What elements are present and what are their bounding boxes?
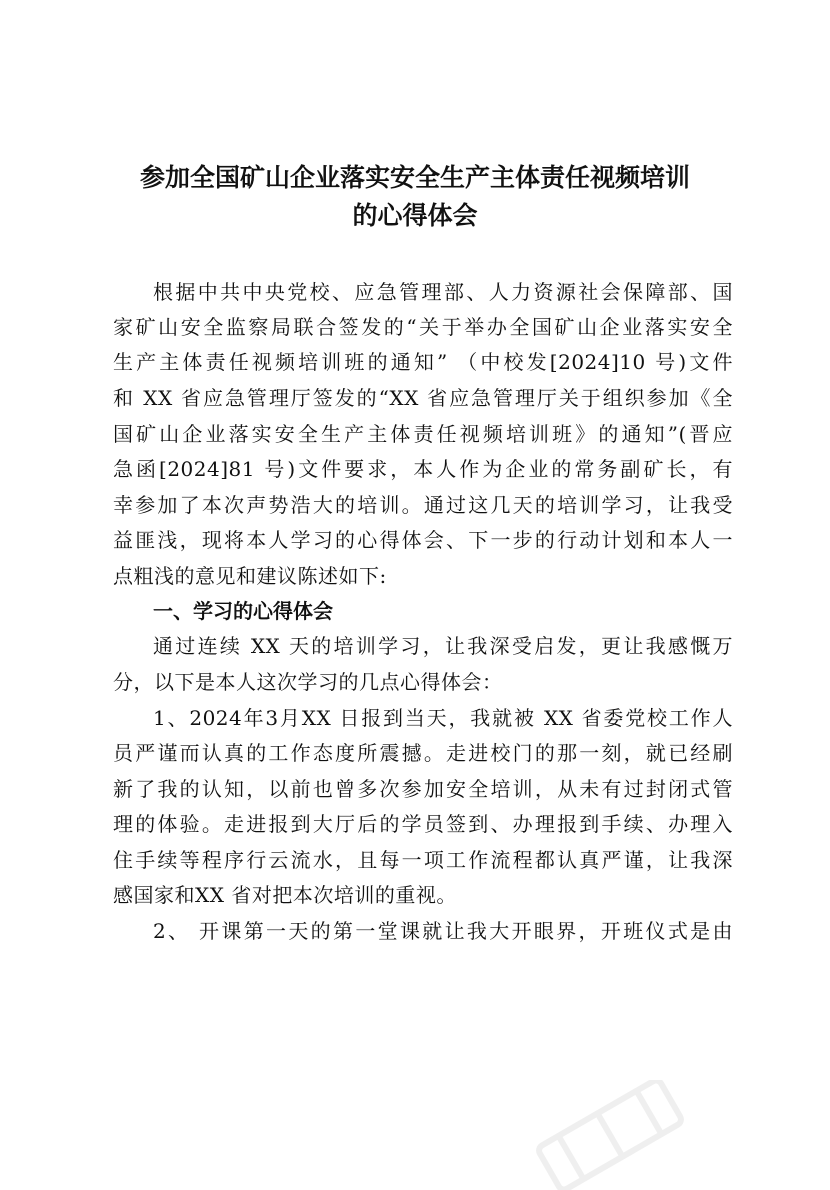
document-title-line-1: 参加全国矿山企业落实安全生产主体责任视频培训 <box>139 163 690 192</box>
paragraph-line: 住手续等程序行云流水，且每一项工作流程都认真严谨，让我深 <box>113 848 733 872</box>
document-title-line-2: 的心得体会 <box>352 201 478 230</box>
paragraph-line: 幸参加了本次声势浩大的培训。通过这几天的培训学习，让我受 <box>113 493 733 517</box>
section-heading: 一、学习的心得体会 <box>153 599 333 623</box>
paragraph-line: 员严谨而认真的工作态度所震撼。走进校门的那一刻，就已经刷 <box>113 741 733 765</box>
paragraph-line: 家矿山安全监察局联合签发的“关于举办全国矿山企业落实安全 <box>113 315 733 339</box>
paragraph-line: 点粗浅的意见和建议陈述如下: <box>113 564 387 588</box>
paragraph-line: 理的体验。走进报到大厅后的学员签到、办理报到手续、办理入 <box>113 812 733 836</box>
paragraph-line: 和 XX 省应急管理厅签发的“XX 省应急管理厅关于组织参加《全 <box>113 386 733 410</box>
paragraph-line: 国矿山企业落实安全生产主体责任视频培训班》的通知”(晋应 <box>113 422 733 446</box>
paragraph-line: 急函[2024]81 号)文件要求，本人作为企业的常务副矿长，有 <box>113 457 733 481</box>
paragraph-line: 1、2024年3月XX 日报到当天，我就被 XX 省委党校工作人 <box>153 706 733 730</box>
paragraph-line: 新了我的认知，以前也曾多次参加安全培训，从未有过封闭式管 <box>113 777 733 801</box>
paragraph-line: 根据中共中央党校、应急管理部、人力资源社会保障部、国 <box>153 280 733 304</box>
paragraph-line: 分，以下是本人这次学习的几点心得体会： <box>113 670 503 694</box>
paragraph-line: 生产主体责任视频培训班的通知” （中校发[2024]10 号)文件 <box>113 350 733 374</box>
watermark-icon <box>520 1080 700 1190</box>
paragraph-line: 益匪浅，现将本人学习的心得体会、下一步的行动计划和本人一 <box>113 528 733 552</box>
paragraph-line: 2、 开课第一天的第一堂课就让我大开眼界，开班仪式是由 <box>153 919 733 943</box>
paragraph-line: 感国家和XX 省对把本次培训的重视。 <box>113 883 457 907</box>
paragraph-line: 通过连续 XX 天的培训学习，让我深受启发，更让我感慨万 <box>153 634 733 658</box>
